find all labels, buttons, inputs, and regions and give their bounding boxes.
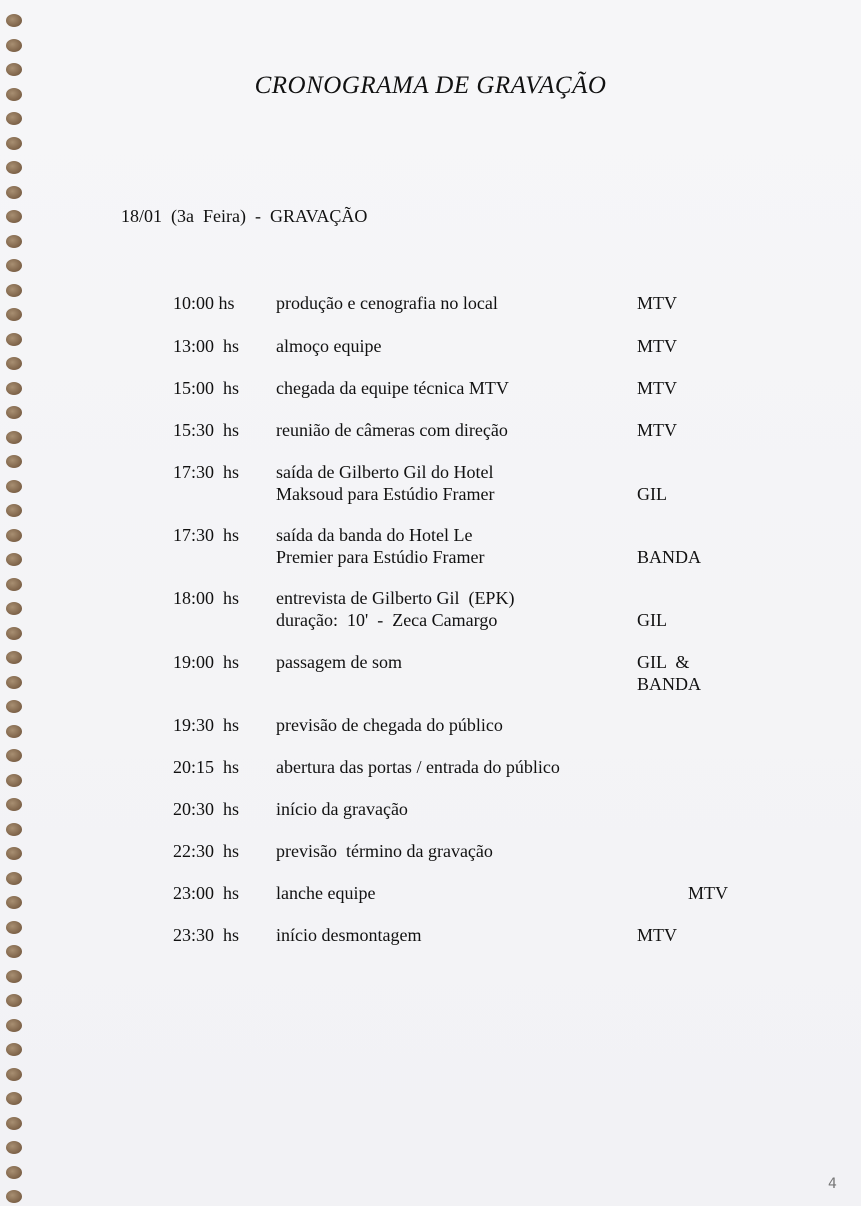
binding-hole (6, 700, 22, 713)
binding-hole (6, 137, 22, 150)
schedule-responsible-line: MTV (637, 293, 677, 313)
binding-hole (6, 602, 22, 615)
binding-hole (6, 823, 22, 836)
binding-hole (6, 994, 22, 1007)
schedule-description-line: entrevista de Gilberto Gil (EPK) (276, 588, 515, 608)
binding-hole (6, 235, 22, 248)
schedule-responsible (637, 924, 737, 946)
binding-hole (6, 431, 22, 444)
schedule-description-line: abertura das portas / entrada do público (276, 757, 560, 777)
schedule-description (276, 840, 616, 862)
schedule-time: 19:00 hs (173, 652, 240, 672)
binding-hole (6, 627, 22, 640)
binding-hole (6, 847, 22, 860)
schedule-time: 22:30 hs (173, 841, 240, 861)
schedule-time: 17:30 hs (173, 462, 240, 482)
schedule-time: 20:30 hs (173, 799, 240, 819)
schedule-responsible (637, 651, 737, 695)
schedule-description-line: passagem de som (276, 652, 402, 672)
schedule-description-line: início da gravação (276, 799, 408, 819)
binding-hole (6, 651, 22, 664)
schedule-description-line: saída de Gilberto Gil do Hotel (276, 462, 494, 482)
schedule-responsible-line: GIL (637, 610, 667, 630)
schedule-description-line: produção e cenografia no local (276, 293, 498, 313)
schedule-time: 20:15 hs (173, 757, 240, 777)
document-title: CRONOGRAMA DE GRAVAÇÃO (254, 72, 607, 99)
binding-hole (6, 1190, 22, 1203)
binding-hole (6, 1141, 22, 1154)
schedule-time: 18:00 hs (173, 588, 240, 608)
binding-hole (6, 333, 22, 346)
schedule-responsible (688, 882, 788, 904)
binding-hole (6, 1117, 22, 1130)
schedule-responsible (637, 609, 737, 631)
binding-hole (6, 186, 22, 199)
schedule-time: 15:00 hs (173, 378, 240, 398)
schedule-responsible (637, 335, 737, 357)
schedule-responsible-line: MTV (688, 883, 728, 903)
handwritten-page-number: 4 (828, 1176, 837, 1192)
binding-hole (6, 112, 22, 125)
schedule-description-line: almoço equipe (276, 336, 382, 356)
binding-hole (6, 1019, 22, 1032)
binding-hole (6, 970, 22, 983)
schedule-description-line: previsão término da gravação (276, 841, 493, 861)
binding-hole (6, 1092, 22, 1105)
binding-hole (6, 504, 22, 517)
binding-hole (6, 480, 22, 493)
schedule-description (276, 798, 616, 820)
schedule-description (276, 714, 616, 736)
schedule-time: 17:30 hs (173, 525, 240, 545)
binding-hole (6, 578, 22, 591)
schedule-description-line: reunião de câmeras com direção (276, 420, 508, 440)
schedule-description (276, 377, 616, 399)
binding-hole (6, 406, 22, 419)
schedule-time: 15:30 hs (173, 420, 240, 440)
schedule-time: 13:00 hs (173, 336, 240, 356)
binding-hole (6, 161, 22, 174)
binding-hole (6, 725, 22, 738)
date-heading: 18/01 (3a Feira) - GRAVAÇÃO (121, 206, 368, 226)
schedule-description-line: Maksoud para Estúdio Framer (276, 484, 495, 504)
schedule-responsible-line: BANDA (637, 674, 702, 694)
schedule-description-line: chegada da equipe técnica MTV (276, 378, 509, 398)
binding-hole (6, 896, 22, 909)
schedule-responsible-line: GIL & (637, 652, 690, 672)
binding-hole (6, 945, 22, 958)
binding-hole (6, 1166, 22, 1179)
binding-hole (6, 39, 22, 52)
schedule-description-line: Premier para Estúdio Framer (276, 547, 485, 567)
binding-hole (6, 455, 22, 468)
schedule-responsible-line: MTV (637, 420, 677, 440)
schedule-description (276, 335, 616, 357)
schedule-responsible-line: MTV (637, 378, 677, 398)
spiral-binding-holes (6, 0, 26, 1206)
binding-hole (6, 357, 22, 370)
schedule-description (276, 419, 616, 441)
binding-hole (6, 210, 22, 223)
schedule-time: 10:00 hs (173, 293, 235, 313)
binding-hole (6, 1043, 22, 1056)
schedule-responsible (637, 377, 737, 399)
binding-hole (6, 259, 22, 272)
binding-hole (6, 798, 22, 811)
schedule-description (276, 292, 616, 314)
schedule-description (276, 756, 616, 778)
binding-hole (6, 774, 22, 787)
binding-hole (6, 749, 22, 762)
schedule-description (276, 882, 616, 904)
schedule-description (276, 587, 616, 631)
binding-hole (6, 382, 22, 395)
schedule-description-line: saída da banda do Hotel Le (276, 525, 473, 545)
schedule-time: 23:00 hs (173, 883, 240, 903)
binding-hole (6, 284, 22, 297)
schedule-description (276, 524, 616, 568)
schedule-responsible-line: BANDA (637, 547, 702, 567)
schedule-time: 23:30 hs (173, 925, 240, 945)
schedule-responsible-line: MTV (637, 336, 677, 356)
schedule-description (276, 651, 616, 673)
binding-hole (6, 529, 22, 542)
schedule-responsible (637, 483, 737, 505)
binding-hole (6, 1068, 22, 1081)
schedule-description (276, 461, 616, 505)
schedule-responsible-line: MTV (637, 925, 677, 945)
binding-hole (6, 872, 22, 885)
schedule-description-line: previsão de chegada do público (276, 715, 503, 735)
binding-hole (6, 921, 22, 934)
schedule-responsible-line: GIL (637, 484, 667, 504)
schedule-responsible (637, 546, 737, 568)
binding-hole (6, 553, 22, 566)
schedule-responsible (637, 419, 737, 441)
schedule-description-line: início desmontagem (276, 925, 422, 945)
schedule-description (276, 924, 616, 946)
schedule-description-line: duração: 10' - Zeca Camargo (276, 610, 498, 630)
binding-hole (6, 308, 22, 321)
schedule-time: 19:30 hs (173, 715, 240, 735)
schedule-description-line: lanche equipe (276, 883, 376, 903)
binding-hole (6, 676, 22, 689)
binding-hole (6, 14, 22, 27)
schedule-responsible (637, 292, 737, 314)
